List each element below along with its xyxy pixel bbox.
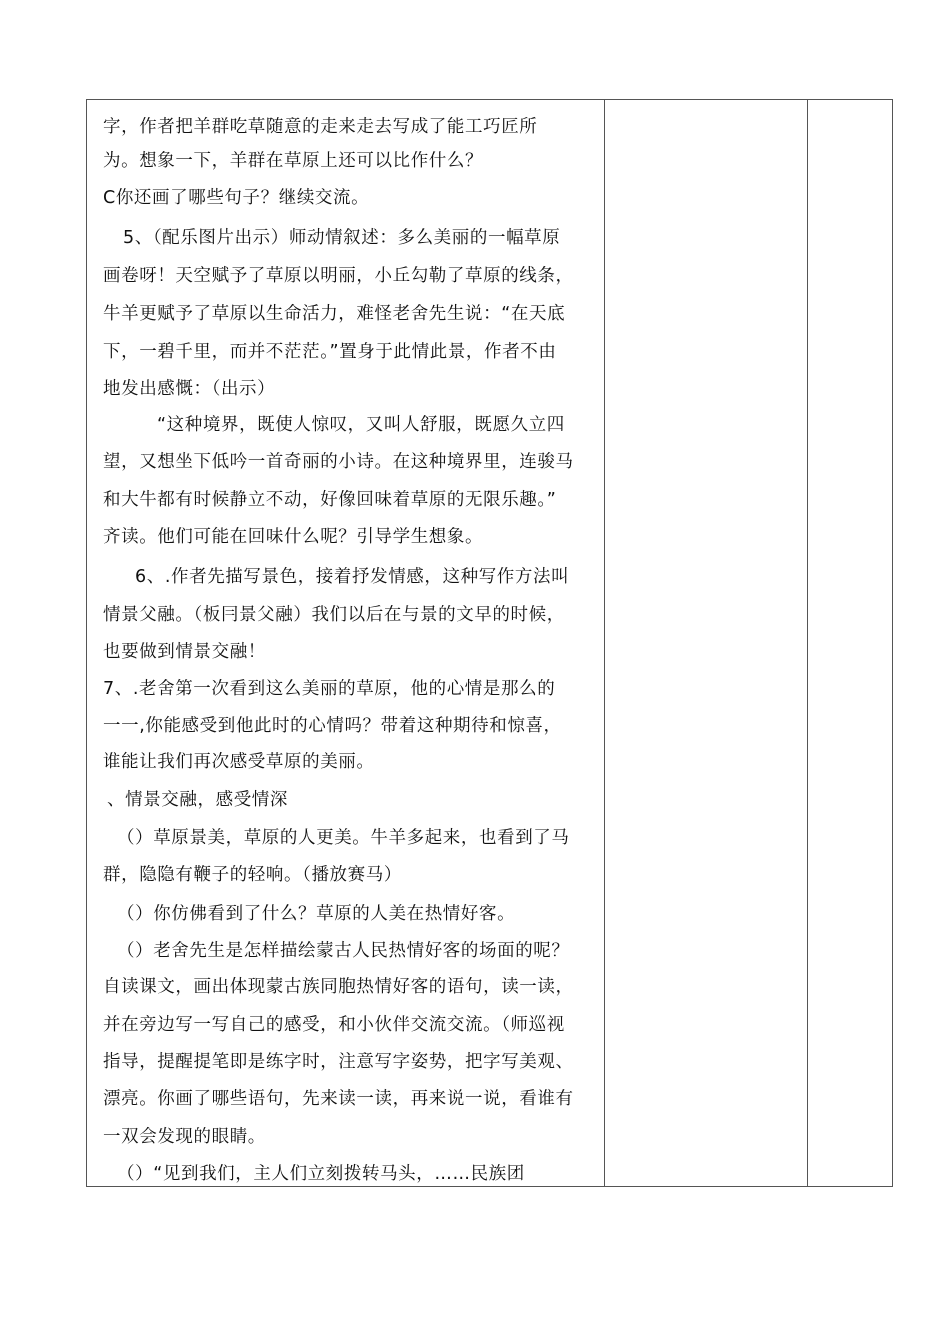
text-line: 牛羊更赋予了草原以生命活力，难怪老舍先生说：“在天底 [103, 304, 566, 324]
text-line: 齐读。他们可能在回味什么呢？引导学生想象。 [103, 527, 484, 547]
text-line: 画卷呀！天空赋予了草原以明丽，小丘勾勒了草原的线条， [103, 266, 574, 286]
text-line: 5、（配乐图片出示）师动情叙述：多么美丽的一幅草原 [123, 228, 561, 248]
column-divider [604, 100, 605, 1186]
text-line: 群，隐隐有鞭子的轻响。（播放赛马） [103, 865, 402, 885]
text-line: （）你仿佛看到了什么？草原的人美在热情好客。 [117, 904, 516, 924]
text-line: 一一,你能感受到他此时的心情吗？带着这种期待和惊喜， [103, 716, 562, 736]
text-line: （）草原景美，草原的人更美。牛羊多起来，也看到了马 [117, 828, 570, 848]
section-heading: 、情景交融，感受情深 [107, 790, 288, 810]
teaching-process-cell [87, 100, 604, 1186]
text-line: 也要做到情景交融！ [103, 642, 266, 662]
text-line: 一双会发现的眼睛。 [103, 1127, 266, 1147]
text-line: 指导，提醒提笔即是练字时，注意写字姿势，把字写美观、 [103, 1052, 574, 1072]
text-line: 情景父融。（板冃景父融）我们以后在与景的文早的时候， [103, 605, 565, 625]
text-line: （）老舍先生是怎样描绘蒙古人民热情好客的场面的呢？ [117, 941, 570, 961]
column-divider [807, 100, 808, 1186]
text-line: 并在旁边写一写自己的感受，和小伙伴交流交流。（师巡视 [103, 1015, 565, 1035]
text-line: 为。想象一下，羊群在草原上还可以比作什么？ [103, 151, 484, 171]
text-line: 谁能让我们再次感受草原的美丽。 [103, 752, 375, 772]
text-line: 漂亮。你画了哪些语句，先来读一读，再来说一说，看谁有 [103, 1089, 574, 1109]
text-line: 自读课文，画出体现蒙古族同胞热情好客的语句，读一读， [103, 977, 574, 997]
text-line: （）“见到我们，主人们立刻拨转马头，……民族团 [117, 1164, 525, 1184]
text-line: 7、.老舍第一次看到这么美丽的草原，他的心情是那么的 [103, 679, 556, 699]
text-line: 6、.作者先描写景色，接着抒发情感，这种写作方法叫 [135, 567, 570, 587]
quote-line: 望，又想坐下低吟一首奇丽的小诗。在这种境界里，连骏马 [103, 452, 574, 472]
quote-line: 和大牛都有时候静立不动，好像回味着草原的无限乐趣。” [103, 490, 557, 510]
quote-line: “这种境界，既使人惊叹，又叫人舒服，既愿久立四 [157, 415, 565, 435]
text-line: C你还画了哪些句子？继续交流。 [103, 188, 370, 208]
text-line: 地发出感慨：（出示） [103, 379, 276, 399]
text-line: 下，一碧千里，而并不茫茫。”置身于此情此景，作者不由 [103, 342, 557, 362]
text-line: 字，作者把羊群吃草随意的走来走去写成了能工巧匠所 [103, 117, 538, 137]
lesson-plan-table [86, 99, 893, 1187]
